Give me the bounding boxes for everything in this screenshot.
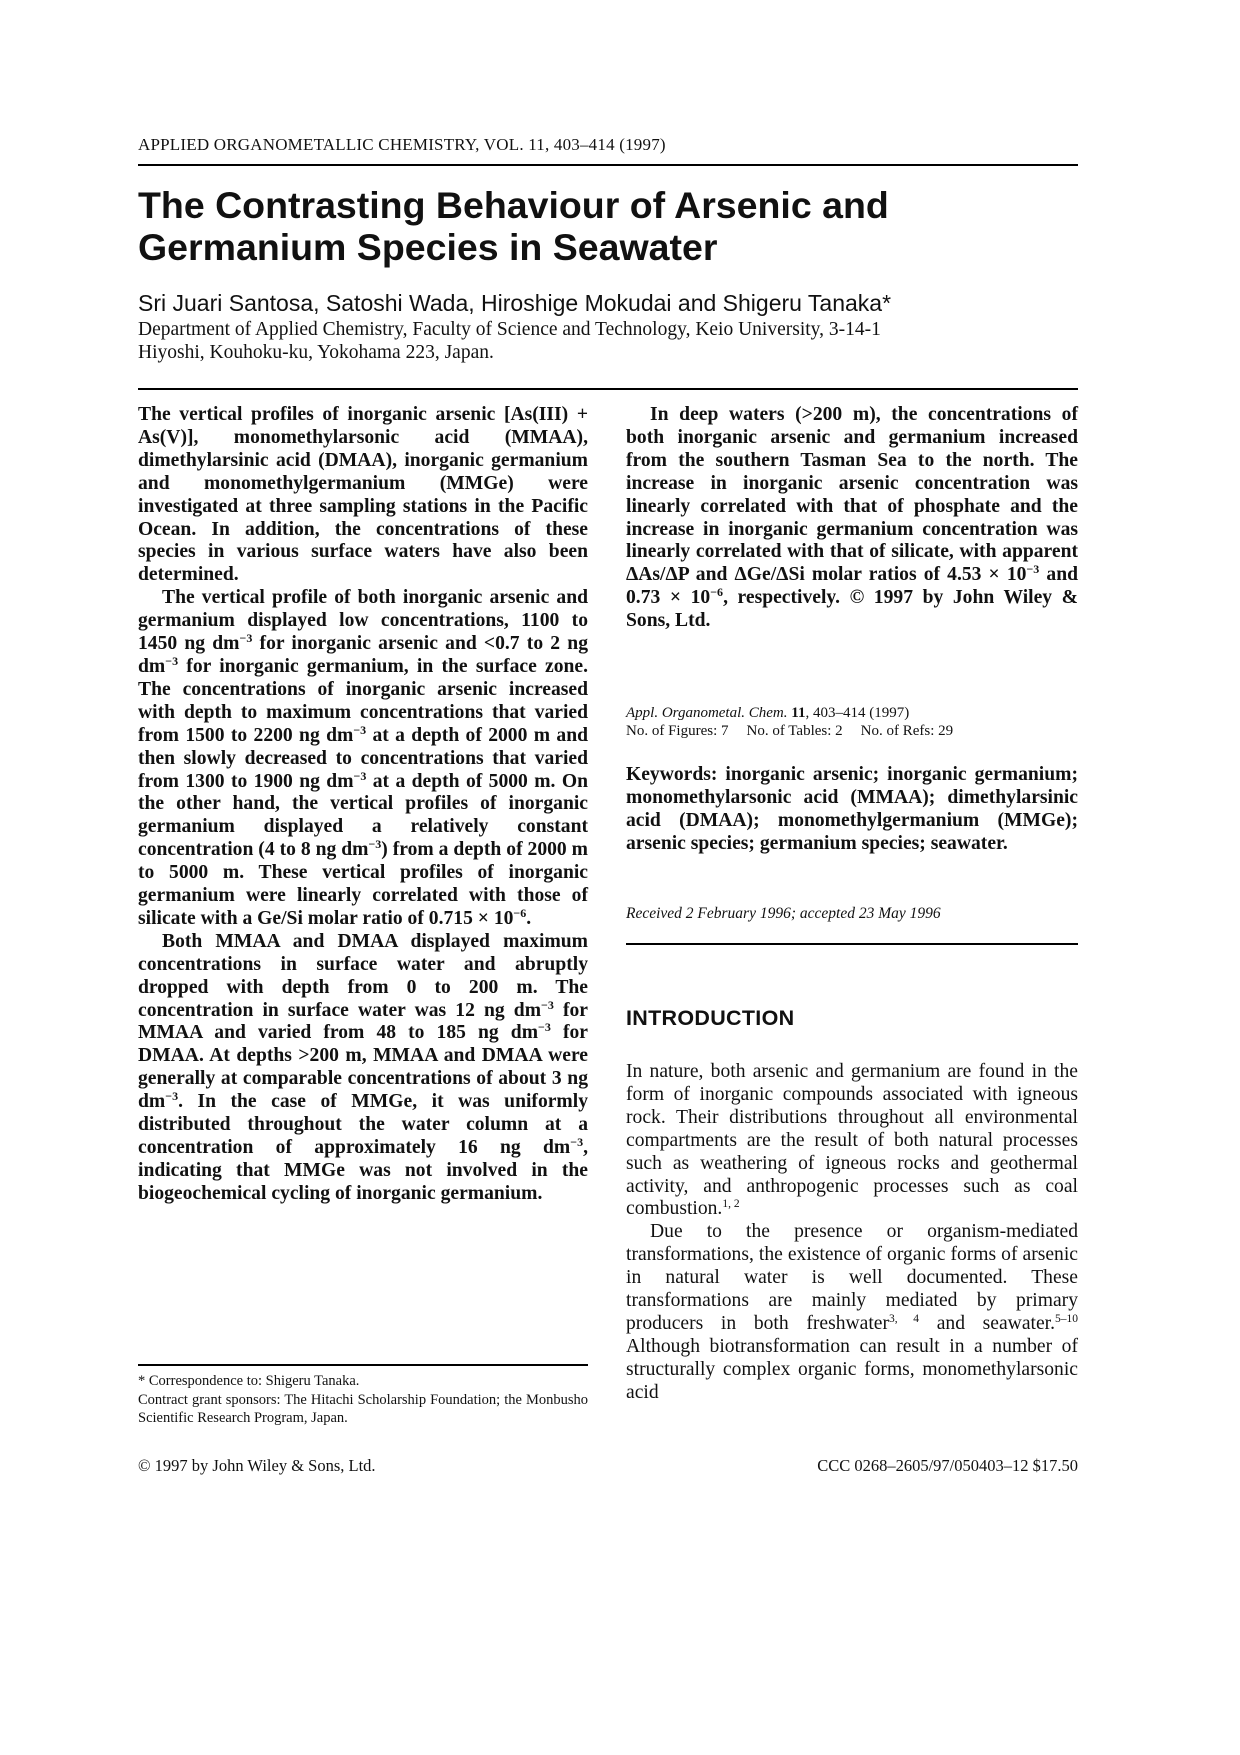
superscript: −3 (1026, 562, 1040, 577)
received-date: Received 2 February 1996; accepted 23 May 1996 (626, 905, 941, 922)
author-list: Sri Juari Santosa, Satoshi Wada, Hiroshige Mokudai and Shigeru Tanaka* (138, 290, 892, 316)
intro-text: and seawater. (919, 1312, 1055, 1334)
paper-title (138, 184, 1098, 268)
journal-header: APPLIED ORGANOMETALLIC CHEMISTRY, VOL. 11, 403–414 (1997) (138, 135, 666, 154)
abstract-text: for inorganic arsenic and <0.7 to 2 ng dm (138, 633, 589, 677)
superscript: −3 (541, 997, 554, 1012)
title-line-1: The Contrasting Behaviour of Arsenic and (138, 184, 889, 226)
section-heading-introduction: INTRODUCTION (626, 1006, 795, 1030)
affiliation (138, 318, 1078, 364)
abstract-text: at a depth of 5000 m. On the other hand, the vertical profiles of inorganic germanium displayed a relatively constant concentration (4 to 8 ng dm (138, 770, 588, 861)
reference-count: No. of Refs: 29 (860, 723, 954, 739)
abstract-paragraph-4 (626, 404, 1078, 633)
abstract-text: , indicating that MMGe was not involved in the biogeochemical cycling of inorganic germanium. (138, 1137, 588, 1204)
superscript: −3 (239, 631, 253, 646)
abstract-paragraph-1: The vertical profiles of inorganic arsenic [As(III) + As(V)], monomethylarsonic acid (MMAA), dimethylarsinic acid (DMAA), inorganic germanium and monomethylgermanium (MMGe) were investigated at three sampling stations in the Pacific Ocean. In addition, the concentrations of these species in various surface waters have also been determined. (138, 404, 588, 586)
abstract-text: . (526, 907, 532, 929)
superscript: −3 (353, 722, 367, 737)
citation-superscript: 1, 2 (722, 1198, 740, 1211)
grant-note: Contract grant sponsors: The Hitachi Scholarship Foundation; the Monbusho Scientific Research Program, Japan. (138, 1391, 588, 1426)
intro-text: Although biotransformation can result in a number of structurally complex organic forms, monomethylarsonic acid (626, 1335, 1078, 1403)
superscript: −3 (165, 653, 179, 668)
correspondence-note: * Correspondence to: Shigeru Tanaka. (138, 1373, 360, 1389)
abstract-text: . In the case of MMGe, it was uniformly distributed throughout the water column at a concentration of approximately 16 ng dm (138, 1091, 588, 1158)
abstract-right-column (626, 404, 1078, 633)
abstract-text: The vertical profile of both inorganic arsenic and germanium displayed low concentrations, 1100 to 1450 ng dm (138, 587, 588, 655)
abstract-text: In deep waters (>200 m), the concentrations of both inorganic arsenic and germanium increased from the southern Tasman Sea to the north. The increase in inorganic arsenic concentration was linearly correlated with that of phosphate and the increase in inorganic germanium concentration was linearly correlated with that of silicate, with apparent ΔAs/ΔP and ΔGe/ΔSi molar ratios of 4.53 × 10 (626, 404, 1078, 586)
intro-paragraph-1 (626, 1061, 1078, 1221)
counts-line (626, 722, 1078, 740)
intro-text: In nature, both arsenic and germanium are found in the form of inorganic compounds associated with igneous rock. Their distributions throughout all environmental compartments are the result of both natural processes such as weathering of igneous rocks and geothermal activity, and anthropogenic processes such as coal combustion. (626, 1061, 1078, 1220)
volume: 11 (791, 705, 806, 721)
footnote-rule (138, 1364, 588, 1366)
copyright-footer: © 1997 by John Wiley & Sons, Ltd. (138, 1456, 376, 1475)
pages: , 403–414 (1997) (805, 705, 910, 721)
abstract-left-column (138, 404, 588, 1206)
abstract-text: for DMAA. At depths >200 m, MMAA and DMAA were generally at comparable concentrations of about 3 ng dm (138, 1022, 588, 1113)
superscript: −3 (538, 1020, 551, 1035)
intro-paragraph-2 (626, 1221, 1078, 1404)
superscript: −3 (353, 768, 367, 783)
abstract-text: for inorganic germanium, in the surface zone. The concentrations of inorganic arsenic increased with depth to maximum concentrations that varied from 1500 to 2200 ng dm (138, 655, 588, 746)
abstract-text: for MMAA and varied from 48 to 185 ng dm (138, 999, 589, 1044)
ccc-code-footer: CCC 0268–2605/97/050403–12 $17.50 (817, 1456, 1078, 1475)
affiliation-line-1: Department of Applied Chemistry, Faculty of Science and Technology, Keio University, 3-14-1 (138, 319, 881, 340)
abstract-text: ) from a depth of 2000 m to 5000 m. These vertical profiles of inorganic germanium were linearly correlated with those of silicate with a Ge/Si molar ratio of 0.715 × 10 (138, 839, 588, 929)
superscript: −3 (165, 1089, 179, 1104)
superscript: −3 (368, 837, 382, 852)
abstract-end-rule (626, 943, 1078, 945)
introduction-body (626, 1061, 1078, 1405)
superscript: −6 (710, 585, 724, 600)
superscript: −3 (570, 1135, 584, 1149)
citation-line (626, 704, 1078, 722)
header-rule (138, 164, 1078, 166)
title-block-rule (138, 388, 1078, 390)
table-count: No. of Tables: 2 (746, 723, 843, 739)
citation-block (626, 704, 1078, 740)
abstract-text: and 0.73 × 10 (626, 564, 1078, 609)
abstract-text: at a depth of 2000 m and then slowly decreased to concentrations that varied from 1300 to 1900 ng dm (138, 724, 588, 792)
footnotes (138, 1372, 588, 1428)
abstract-text: , respectively. © 1997 by John Wiley & Sons, Ltd. (626, 587, 1078, 632)
keywords (626, 764, 1078, 856)
superscript: −6 (513, 905, 527, 920)
title-line-2: Germanium Species in Seawater (138, 226, 718, 268)
affiliation-line-2: Hiyoshi, Kouhoku-ku, Yokohama 223, Japan. (138, 342, 494, 363)
abstract-paragraph-3 (138, 931, 588, 1206)
abstract-paragraph-2 (138, 587, 588, 931)
citation-superscript: 5–10 (1055, 1312, 1078, 1325)
citation-superscript: 3, 4 (889, 1312, 920, 1325)
intro-text: Due to the presence or organism-mediated transformations, the existence of organic forms of arsenic in natural water is well documented. These transformations are mainly mediated by primary producers in both freshwater (626, 1221, 1078, 1334)
journal-abbrev: Appl. Organometal. Chem. (626, 705, 788, 721)
abstract-text: Both MMAA and DMAA displayed maximum concentrations in surface water and abruptly dropped with depth from 0 to 200 m. The concentration in surface water was 12 ng dm (138, 930, 588, 1021)
keywords-text: Keywords: inorganic arsenic; inorganic germanium; monomethylarsonic acid (MMAA); dimethylarsinic acid (DMAA); monomethylgermanium (MMGe); arsenic species; germanium species; seawater. (626, 764, 1078, 854)
figure-count: No. of Figures: 7 (626, 723, 729, 739)
